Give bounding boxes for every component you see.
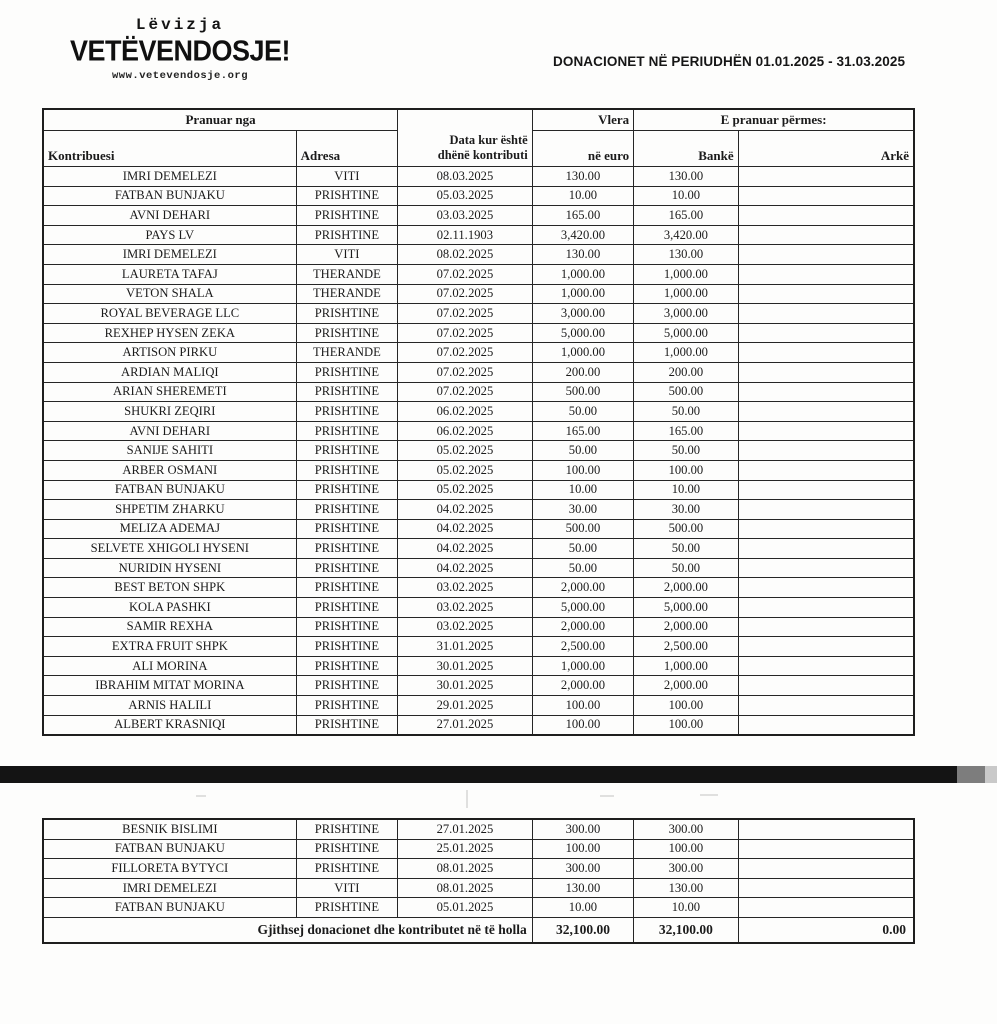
- cell-bank: 130.00: [634, 245, 738, 265]
- logo-name-text: VETËVENDOSJE!: [69, 35, 291, 67]
- cell-value-euro: 100.00: [532, 839, 633, 859]
- cell-value-euro: 2,000.00: [532, 617, 633, 637]
- header-group-value: Vlera: [532, 109, 633, 131]
- table-row: [43, 715, 914, 735]
- cell-bank: 50.00: [634, 539, 738, 559]
- cell-date: 07.02.2025: [398, 284, 533, 304]
- cell-value-euro: 2,500.00: [532, 637, 633, 657]
- cell-value-euro: 500.00: [532, 519, 633, 539]
- cell-cash: [738, 500, 914, 520]
- donations-table-page2: [42, 818, 915, 944]
- cell-value-euro: 130.00: [532, 878, 633, 898]
- cell-value-euro: 2,000.00: [532, 578, 633, 598]
- cell-address: PRISHTINE: [296, 637, 397, 657]
- table-row: [43, 656, 914, 676]
- table-row: [43, 245, 914, 265]
- cell-address: PRISHTINE: [296, 382, 397, 402]
- cell-bank: 3,420.00: [634, 225, 738, 245]
- cell-date: 08.01.2025: [398, 878, 533, 898]
- cell-value-euro: 130.00: [532, 245, 633, 265]
- cell-contributor: FATBAN BUNJAKU: [43, 186, 296, 206]
- cell-bank: 165.00: [634, 421, 738, 441]
- cell-contributor: ROYAL BEVERAGE LLC: [43, 304, 296, 324]
- cell-contributor: BEST BETON SHPK: [43, 578, 296, 598]
- cell-contributor: PAYS LV: [43, 225, 296, 245]
- table-row: [43, 441, 914, 461]
- cell-contributor: ARDIAN MALIQI: [43, 362, 296, 382]
- cell-value-euro: 30.00: [532, 500, 633, 520]
- cell-cash: [738, 637, 914, 657]
- cell-address: VITI: [296, 167, 397, 187]
- cell-contributor: ALI MORINA: [43, 656, 296, 676]
- cell-address: PRISHTINE: [296, 480, 397, 500]
- cell-contributor: ARBER OSMANI: [43, 460, 296, 480]
- cell-contributor: EXTRA FRUIT SHPK: [43, 637, 296, 657]
- table-row: [43, 284, 914, 304]
- cell-address: PRISHTINE: [296, 578, 397, 598]
- cell-date: 07.02.2025: [398, 362, 533, 382]
- table-row: [43, 167, 914, 187]
- header-col-date-line1: Data kur është: [449, 132, 528, 147]
- cell-contributor: FATBAN BUNJAKU: [43, 839, 296, 859]
- vetevendosje-logo: [60, 16, 300, 82]
- table-row: [43, 382, 914, 402]
- cell-contributor: KOLA PASHKI: [43, 598, 296, 618]
- cell-value-euro: 5,000.00: [532, 323, 633, 343]
- cell-date: 30.01.2025: [398, 676, 533, 696]
- cell-contributor: IMRI DEMELEZI: [43, 167, 296, 187]
- cell-bank: 100.00: [634, 839, 738, 859]
- cell-contributor: ARTISON PIRKU: [43, 343, 296, 363]
- cell-date: 03.03.2025: [398, 206, 533, 226]
- header-col-address: Adresa: [296, 131, 397, 167]
- cell-bank: 200.00: [634, 362, 738, 382]
- scan-artifact: [196, 795, 206, 797]
- cell-contributor: IMRI DEMELEZI: [43, 245, 296, 265]
- cell-contributor: ARNIS HALILI: [43, 696, 296, 716]
- cell-value-euro: 1,000.00: [532, 343, 633, 363]
- cell-date: 04.02.2025: [398, 500, 533, 520]
- cell-value-euro: 50.00: [532, 539, 633, 559]
- cell-value-euro: 1,000.00: [532, 284, 633, 304]
- cell-address: PRISHTINE: [296, 558, 397, 578]
- cell-address: VITI: [296, 878, 397, 898]
- table-row: [43, 500, 914, 520]
- cell-bank: 1,000.00: [634, 284, 738, 304]
- cell-cash: [738, 598, 914, 618]
- cell-bank: 2,500.00: [634, 637, 738, 657]
- document-title: DONACIONET NË PERIUDHËN 01.01.2025 - 31.03.2025: [553, 54, 906, 69]
- cell-contributor: IBRAHIM MITAT MORINA: [43, 676, 296, 696]
- cell-cash: [738, 441, 914, 461]
- cell-bank: 5,000.00: [634, 323, 738, 343]
- cell-contributor: SELVETE XHIGOLI HYSENI: [43, 539, 296, 559]
- cell-date: 03.02.2025: [398, 617, 533, 637]
- cell-contributor: MELIZA ADEMAJ: [43, 519, 296, 539]
- cell-date: 08.03.2025: [398, 167, 533, 187]
- cell-address: PRISHTINE: [296, 304, 397, 324]
- cell-date: 31.01.2025: [398, 637, 533, 657]
- logo-website-text: www.vetevendosje.org: [111, 70, 249, 82]
- cell-bank: 500.00: [634, 519, 738, 539]
- cell-bank: 100.00: [634, 715, 738, 735]
- cell-bank: 165.00: [634, 206, 738, 226]
- cell-bank: 1,000.00: [634, 343, 738, 363]
- cell-cash: [738, 343, 914, 363]
- cell-address: THERANDE: [296, 343, 397, 363]
- cell-address: PRISHTINE: [296, 519, 397, 539]
- cell-contributor: BESNIK BISLIMI: [43, 819, 296, 839]
- cell-address: PRISHTINE: [296, 696, 397, 716]
- cell-date: 07.02.2025: [398, 264, 533, 284]
- cell-bank: 2,000.00: [634, 617, 738, 637]
- cell-value-euro: 10.00: [532, 480, 633, 500]
- cell-address: PRISHTINE: [296, 225, 397, 245]
- cell-contributor: FATBAN BUNJAKU: [43, 480, 296, 500]
- cell-bank: 10.00: [634, 186, 738, 206]
- cell-cash: [738, 819, 914, 839]
- cell-date: 02.11.1903: [398, 225, 533, 245]
- cell-address: PRISHTINE: [296, 441, 397, 461]
- cell-bank: 50.00: [634, 558, 738, 578]
- cell-address: VITI: [296, 245, 397, 265]
- cell-value-euro: 300.00: [532, 859, 633, 879]
- cell-bank: 10.00: [634, 480, 738, 500]
- table-row: [43, 480, 914, 500]
- cell-date: 07.02.2025: [398, 323, 533, 343]
- cell-cash: [738, 839, 914, 859]
- cell-date: 07.02.2025: [398, 304, 533, 324]
- cell-address: THERANDE: [296, 284, 397, 304]
- cell-contributor: ALBERT KRASNIQI: [43, 715, 296, 735]
- header-group-received-via: E pranuar përmes:: [634, 109, 914, 131]
- cell-address: PRISHTINE: [296, 617, 397, 637]
- table-row: [43, 362, 914, 382]
- cell-cash: [738, 206, 914, 226]
- cell-address: PRISHTINE: [296, 715, 397, 735]
- cell-cash: [738, 656, 914, 676]
- cell-cash: [738, 245, 914, 265]
- cell-cash: [738, 382, 914, 402]
- cell-bank: 100.00: [634, 696, 738, 716]
- cell-address: THERANDE: [296, 264, 397, 284]
- scan-artifact: [600, 795, 614, 797]
- totals-row: [43, 917, 914, 943]
- table-row: [43, 558, 914, 578]
- cell-bank: 3,000.00: [634, 304, 738, 324]
- cell-bank: 5,000.00: [634, 598, 738, 618]
- cell-address: PRISHTINE: [296, 676, 397, 696]
- table-row: [43, 343, 914, 363]
- table-row: [43, 206, 914, 226]
- donations-table-page1: [42, 108, 915, 736]
- table-row: [43, 898, 914, 918]
- cell-date: 06.02.2025: [398, 421, 533, 441]
- table-row: [43, 637, 914, 657]
- cell-cash: [738, 284, 914, 304]
- total-bank: 32,100.00: [634, 917, 738, 943]
- cell-cash: [738, 539, 914, 559]
- header-col-euro: në euro: [532, 131, 633, 167]
- cell-date: 07.02.2025: [398, 343, 533, 363]
- cell-cash: [738, 578, 914, 598]
- cell-address: PRISHTINE: [296, 421, 397, 441]
- cell-bank: 1,000.00: [634, 656, 738, 676]
- cell-bank: 2,000.00: [634, 676, 738, 696]
- cell-bank: 30.00: [634, 500, 738, 520]
- table-row: [43, 304, 914, 324]
- cell-date: 05.03.2025: [398, 186, 533, 206]
- cell-cash: [738, 186, 914, 206]
- cell-address: PRISHTINE: [296, 206, 397, 226]
- cell-value-euro: 100.00: [532, 696, 633, 716]
- cell-contributor: SHUKRI ZEQIRI: [43, 402, 296, 422]
- cell-cash: [738, 519, 914, 539]
- cell-cash: [738, 878, 914, 898]
- cell-date: 30.01.2025: [398, 656, 533, 676]
- cell-contributor: FATBAN BUNJAKU: [43, 898, 296, 918]
- cell-bank: 50.00: [634, 441, 738, 461]
- cell-address: PRISHTINE: [296, 460, 397, 480]
- cell-value-euro: 50.00: [532, 402, 633, 422]
- cell-date: 04.02.2025: [398, 539, 533, 559]
- total-cash: 0.00: [738, 917, 914, 943]
- cell-bank: 300.00: [634, 819, 738, 839]
- cell-value-euro: 200.00: [532, 362, 633, 382]
- cell-value-euro: 3,000.00: [532, 304, 633, 324]
- cell-bank: 500.00: [634, 382, 738, 402]
- cell-cash: [738, 304, 914, 324]
- scan-bar-gray-tail: [957, 766, 985, 783]
- cell-value-euro: 1,000.00: [532, 264, 633, 284]
- cell-bank: 130.00: [634, 167, 738, 187]
- cell-value-euro: 3,420.00: [532, 225, 633, 245]
- table-row: [43, 676, 914, 696]
- cell-date: 03.02.2025: [398, 598, 533, 618]
- cell-bank: 1,000.00: [634, 264, 738, 284]
- cell-address: PRISHTINE: [296, 819, 397, 839]
- cell-address: PRISHTINE: [296, 323, 397, 343]
- cell-value-euro: 165.00: [532, 421, 633, 441]
- cell-contributor: SAMIR REXHA: [43, 617, 296, 637]
- header-col-date-line2: dhënë kontributi: [437, 148, 528, 163]
- cell-cash: [738, 617, 914, 637]
- cell-address: PRISHTINE: [296, 362, 397, 382]
- table-row: [43, 186, 914, 206]
- cell-contributor: NURIDIN HYSENI: [43, 558, 296, 578]
- cell-value-euro: 5,000.00: [532, 598, 633, 618]
- cell-cash: [738, 715, 914, 735]
- cell-cash: [738, 558, 914, 578]
- cell-date: 07.02.2025: [398, 382, 533, 402]
- header-col-bank: Bankë: [634, 131, 738, 167]
- table-row: [43, 264, 914, 284]
- cell-date: 27.01.2025: [398, 819, 533, 839]
- cell-cash: [738, 323, 914, 343]
- cell-cash: [738, 225, 914, 245]
- cell-bank: 130.00: [634, 878, 738, 898]
- total-label: Gjithsej donacionet dhe kontributet në të holla: [43, 917, 532, 943]
- table-row: [43, 421, 914, 441]
- cell-address: PRISHTINE: [296, 859, 397, 879]
- cell-bank: 10.00: [634, 898, 738, 918]
- cell-bank: 100.00: [634, 460, 738, 480]
- cell-contributor: IMRI DEMELEZI: [43, 878, 296, 898]
- cell-contributor: SANIJE SAHITI: [43, 441, 296, 461]
- table-row: [43, 617, 914, 637]
- cell-cash: [738, 898, 914, 918]
- cell-contributor: FILLORETA BYTYCI: [43, 859, 296, 879]
- table-row: [43, 696, 914, 716]
- page-break-scan-bar: [0, 766, 997, 783]
- cell-cash: [738, 859, 914, 879]
- cell-value-euro: 100.00: [532, 715, 633, 735]
- cell-cash: [738, 696, 914, 716]
- cell-cash: [738, 362, 914, 382]
- table-row: [43, 859, 914, 879]
- cell-value-euro: 50.00: [532, 558, 633, 578]
- table-row: [43, 323, 914, 343]
- header-group-received-from: Pranuar nga: [43, 109, 398, 131]
- header-col-cash: Arkë: [738, 131, 914, 167]
- table-row: [43, 539, 914, 559]
- table-row: [43, 460, 914, 480]
- cell-bank: 2,000.00: [634, 578, 738, 598]
- cell-contributor: LAURETA TAFAJ: [43, 264, 296, 284]
- cell-cash: [738, 421, 914, 441]
- cell-value-euro: 500.00: [532, 382, 633, 402]
- cell-cash: [738, 480, 914, 500]
- cell-address: PRISHTINE: [296, 656, 397, 676]
- cell-cash: [738, 676, 914, 696]
- table-row: [43, 598, 914, 618]
- logo-movement-text: Lëvizja: [135, 16, 225, 34]
- cell-date: 05.02.2025: [398, 460, 533, 480]
- donations-table-header: [43, 109, 914, 167]
- table-row: [43, 225, 914, 245]
- cell-value-euro: 10.00: [532, 186, 633, 206]
- cell-date: 25.01.2025: [398, 839, 533, 859]
- cell-value-euro: 300.00: [532, 819, 633, 839]
- cell-date: 08.01.2025: [398, 859, 533, 879]
- cell-date: 08.02.2025: [398, 245, 533, 265]
- donations-rows-page1: [43, 167, 914, 736]
- cell-address: PRISHTINE: [296, 839, 397, 859]
- cell-address: PRISHTINE: [296, 539, 397, 559]
- table-row: [43, 839, 914, 859]
- cell-date: 05.02.2025: [398, 441, 533, 461]
- cell-value-euro: 10.00: [532, 898, 633, 918]
- cell-bank: 300.00: [634, 859, 738, 879]
- cell-address: PRISHTINE: [296, 500, 397, 520]
- cell-date: 06.02.2025: [398, 402, 533, 422]
- table-row: [43, 578, 914, 598]
- cell-contributor: AVNI DEHARI: [43, 206, 296, 226]
- cell-contributor: ARIAN SHEREMETI: [43, 382, 296, 402]
- header-col-contributor: Kontribuesi: [43, 131, 296, 167]
- cell-date: 03.02.2025: [398, 578, 533, 598]
- cell-contributor: REXHEP HYSEN ZEKA: [43, 323, 296, 343]
- table-row: [43, 402, 914, 422]
- scan-bar-light-tail: [985, 766, 997, 783]
- table-row: [43, 878, 914, 898]
- cell-value-euro: 1,000.00: [532, 656, 633, 676]
- donations-rows-page2: [43, 819, 914, 917]
- header-col-date: [398, 109, 533, 167]
- cell-contributor: AVNI DEHARI: [43, 421, 296, 441]
- cell-cash: [738, 264, 914, 284]
- cell-value-euro: 100.00: [532, 460, 633, 480]
- cell-cash: [738, 402, 914, 422]
- cell-cash: [738, 460, 914, 480]
- cell-address: PRISHTINE: [296, 186, 397, 206]
- cell-address: PRISHTINE: [296, 402, 397, 422]
- cell-date: 27.01.2025: [398, 715, 533, 735]
- cell-date: 29.01.2025: [398, 696, 533, 716]
- cell-value-euro: 50.00: [532, 441, 633, 461]
- cell-contributor: SHPETIM ZHARKU: [43, 500, 296, 520]
- cell-cash: [738, 167, 914, 187]
- cell-date: 04.02.2025: [398, 558, 533, 578]
- table-row: [43, 819, 914, 839]
- cell-address: PRISHTINE: [296, 598, 397, 618]
- cell-bank: 50.00: [634, 402, 738, 422]
- cell-value-euro: 130.00: [532, 167, 633, 187]
- total-value-euro: 32,100.00: [532, 917, 633, 943]
- cell-date: 05.02.2025: [398, 480, 533, 500]
- scan-artifact: [466, 790, 468, 808]
- cell-date: 04.02.2025: [398, 519, 533, 539]
- cell-address: PRISHTINE: [296, 898, 397, 918]
- scan-artifact: [700, 794, 718, 796]
- table-row: [43, 519, 914, 539]
- cell-value-euro: 165.00: [532, 206, 633, 226]
- cell-date: 05.01.2025: [398, 898, 533, 918]
- cell-value-euro: 2,000.00: [532, 676, 633, 696]
- cell-contributor: VETON SHALA: [43, 284, 296, 304]
